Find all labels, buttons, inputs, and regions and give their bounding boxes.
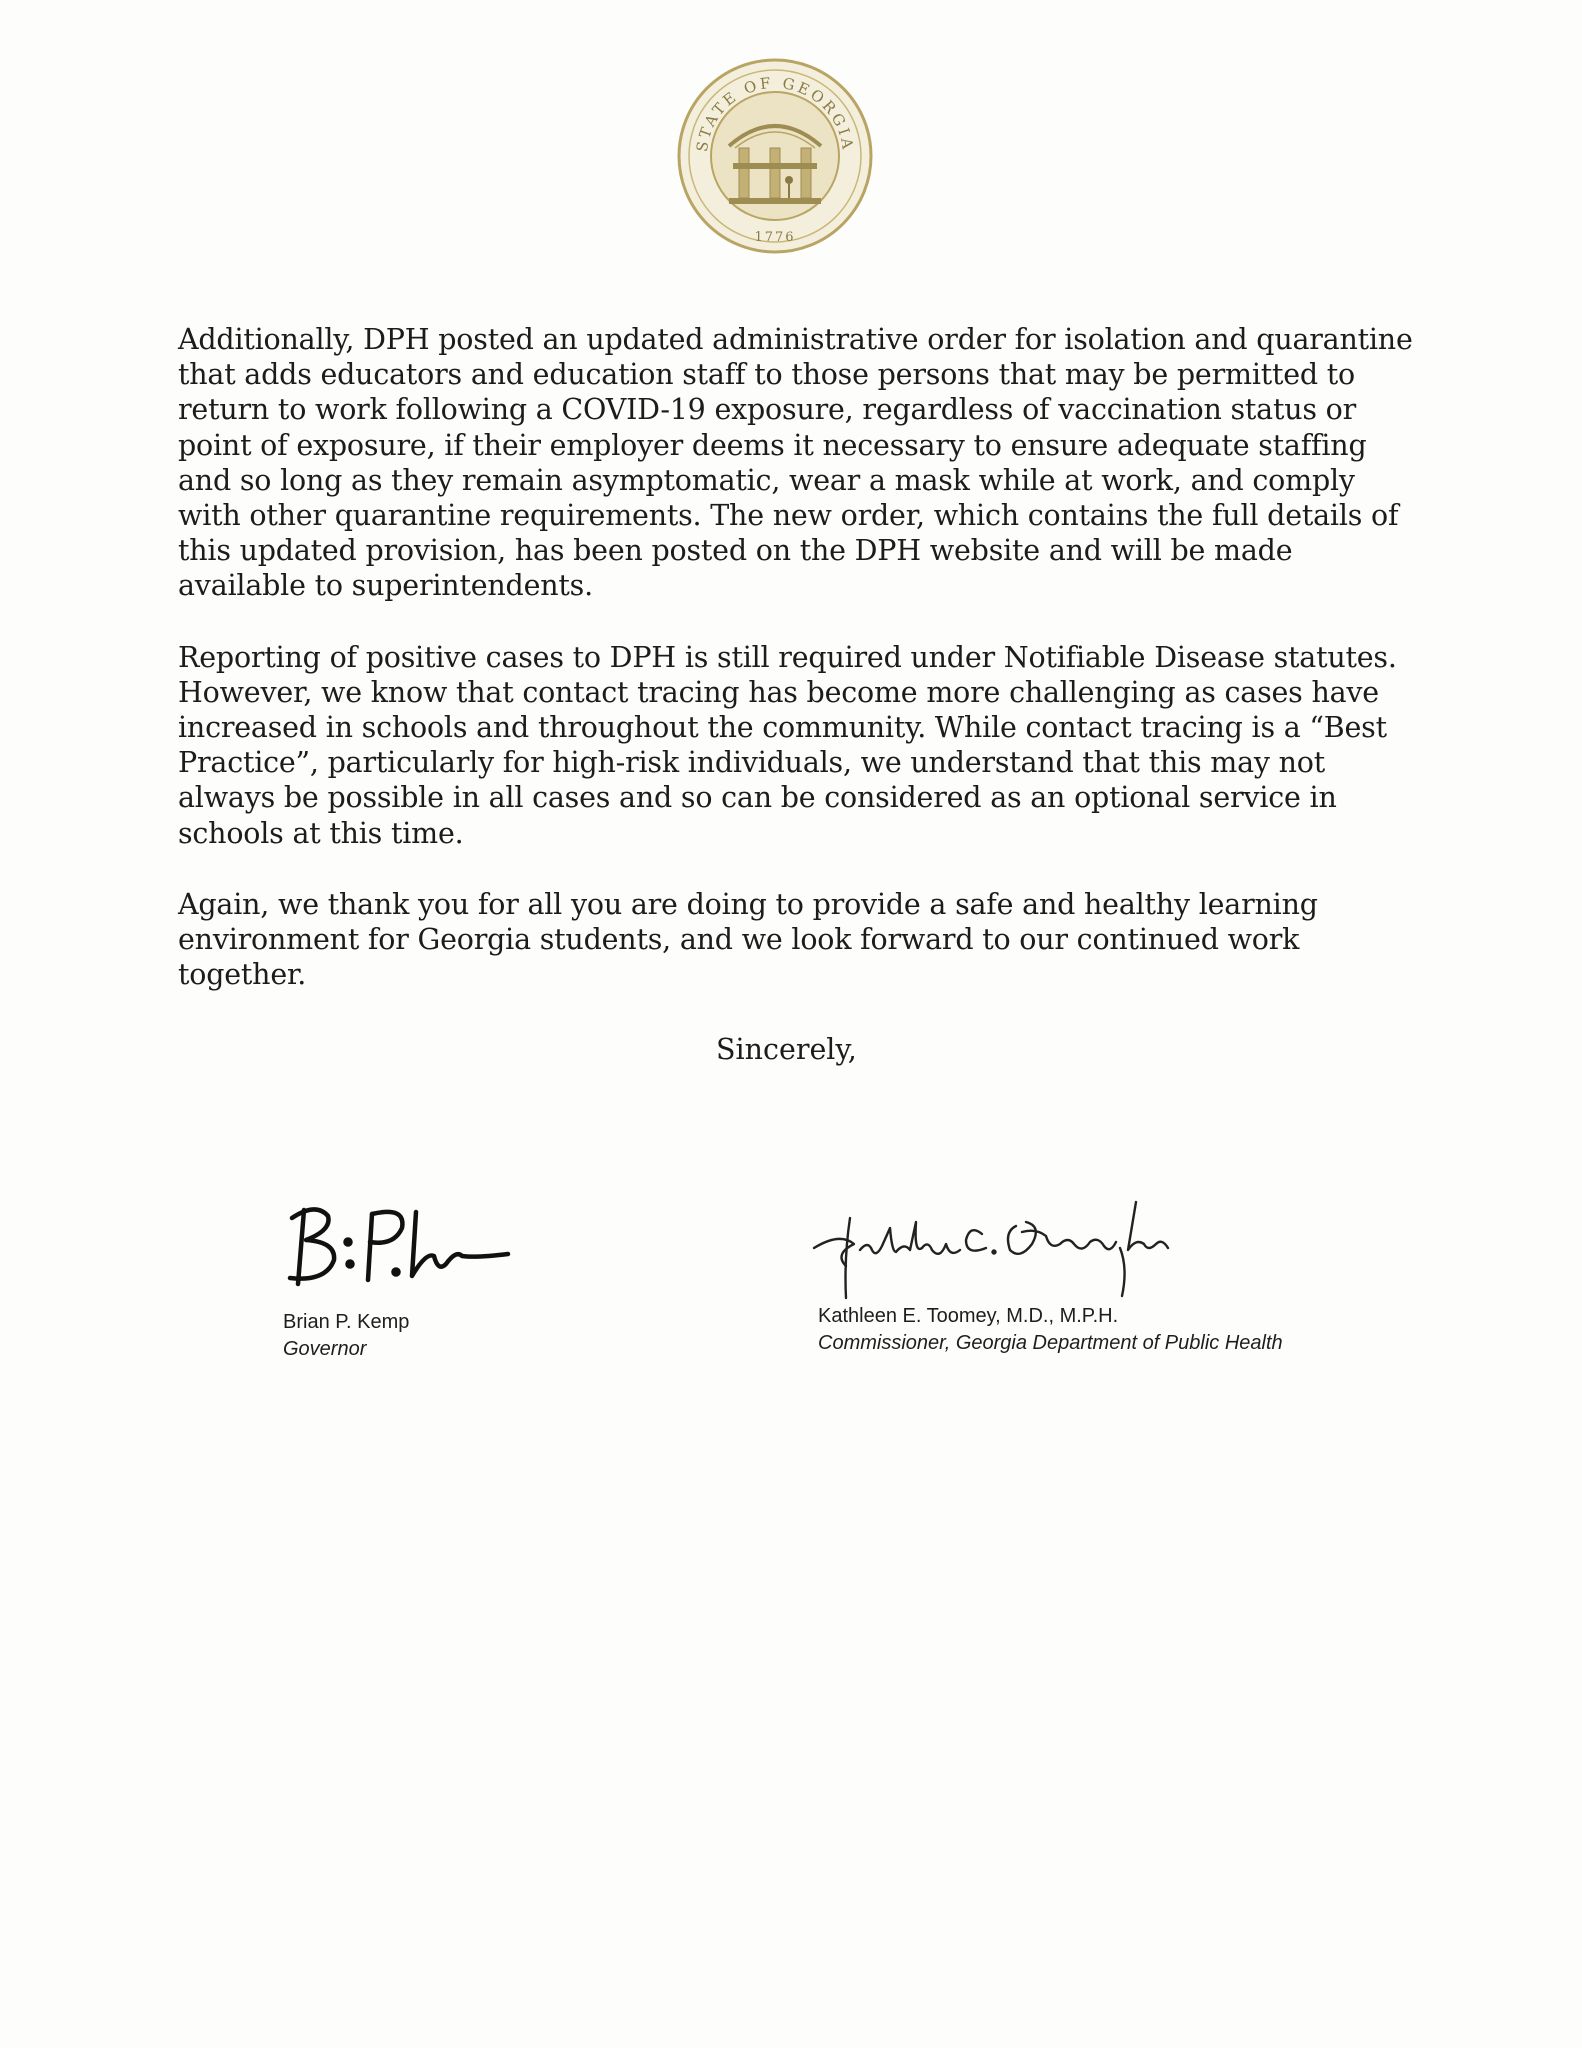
svg-text:STATE OF GEORGIA: STATE OF GEORGIA xyxy=(692,73,858,154)
body-paragraph-3: Again, we thank you for all you are doing to provide a safe and healthy learning environment for Georgia students, and we look forward to our continued work together. xyxy=(178,887,1318,992)
signer-name: Kathleen E. Toomey, M.D., M.P.H. xyxy=(818,1305,1119,1327)
body-paragraph-1: Additionally, DPH posted an updated administrative order for isolation and quarantine that adds educators and education staff to those persons that may be permitted to return to work following a COVID-19 exposure, regardless of vaccination status or point of exposure, if their employer deems it necessary to ensure adequate staffing and so long as they remain asymptomatic, wear a mask while at work, and comply with other quarantine requirements. The new order, which contains the full details of this updated provision, has been posted on the DPH website and will be made available to superintendents. xyxy=(178,323,1413,603)
signer-title: Governor xyxy=(283,1338,367,1360)
signer-toomey xyxy=(818,1303,1283,1357)
body-paragraph-2: Reporting of positive cases to DPH is still required under Notifiable Disease statutes. However, we know that contact tracing has become more challenging as cases have increased in schools and throughout the community. While contact tracing is a “Best Practice”, particularly for high-risk individuals, we understand that this may not always be possible in all cases and so can be considered as an optional service in schools at this time. xyxy=(178,640,1397,850)
closing-salutation: Sincerely, xyxy=(716,1033,857,1066)
toomey-signature xyxy=(810,1188,1200,1308)
signer-title: Commissioner, Georgia Department of Public Health xyxy=(818,1332,1283,1354)
letter-body xyxy=(178,322,1418,1028)
kemp-signature xyxy=(276,1196,516,1296)
svg-text:1776: 1776 xyxy=(754,230,796,245)
georgia-state-seal xyxy=(677,58,873,254)
signer-name: Brian P. Kemp xyxy=(283,1311,410,1333)
signer-kemp xyxy=(283,1309,409,1363)
